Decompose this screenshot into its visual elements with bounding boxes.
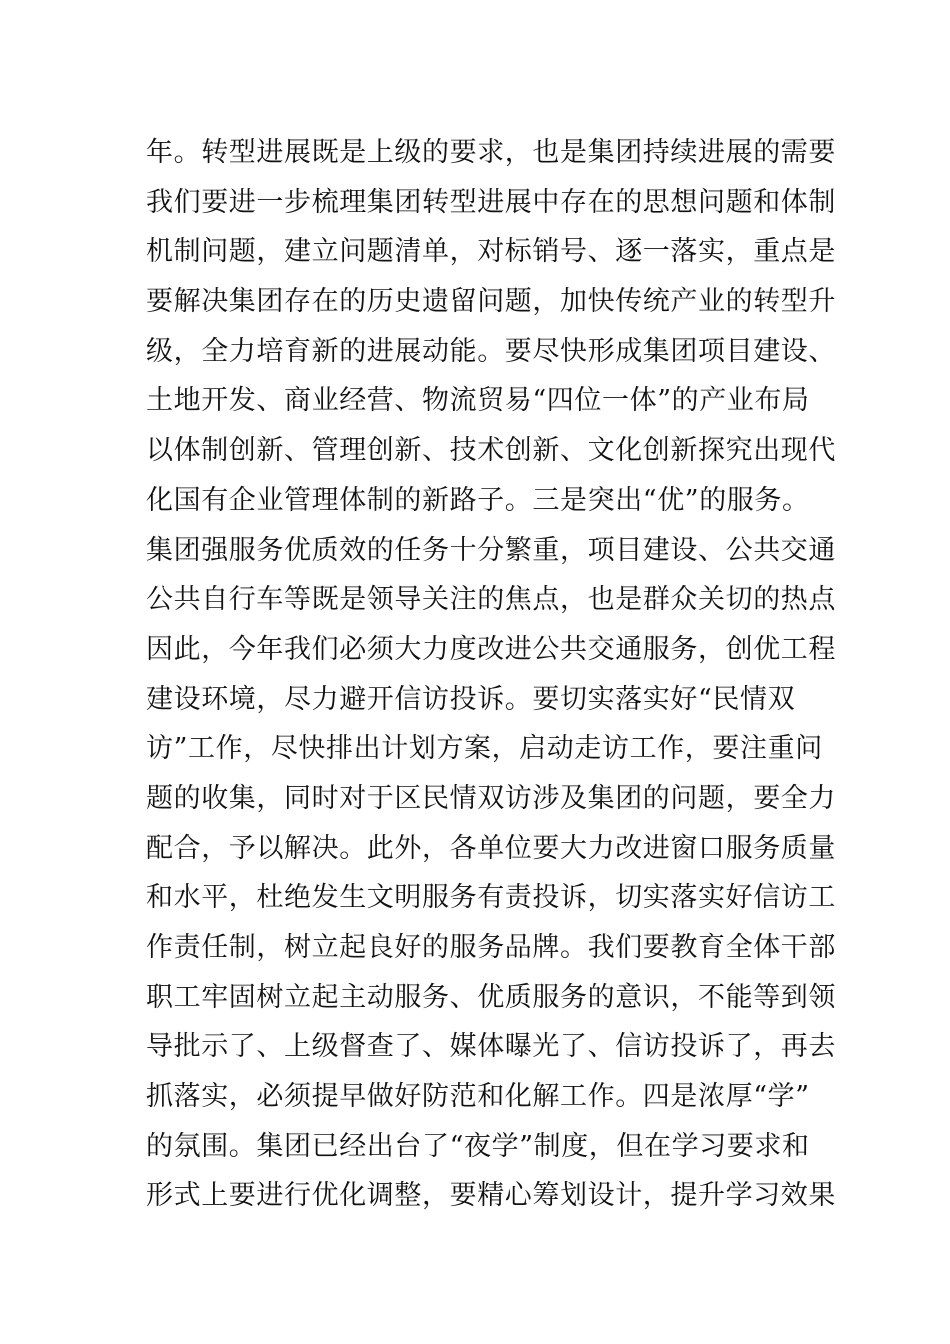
text-line: 化国有企业管理体制的新路子。三是突出“优”的服务。: [146, 484, 810, 516]
text-line: 导批示了、上级督查了、媒体曝光了、信访投诉了，再去: [146, 1031, 836, 1063]
text-line: 建设环境，尽力避开信访投诉。要切实落实好“民情双: [146, 683, 796, 715]
text-line: 以体制创新、管理创新、技术创新、文化创新探究出现代: [146, 435, 836, 467]
text-line: 公共自行车等既是领导关注的焦点，也是群众关切的热点: [146, 584, 836, 616]
text-line: 题的收集，同时对于区民情双访涉及集团的问题，要全力: [146, 782, 836, 814]
text-line: 配合，予以解决。此外，各单位要大力改进窗口服务质量: [146, 832, 836, 864]
text-line: 机制问题，建立问题清单，对标销号、逐一落实，重点是: [146, 236, 836, 268]
text-line: 形式上要进行优化调整，要精心筹划设计，提升学习效果: [146, 1180, 836, 1212]
text-line: 抓落实，必须提早做好防范和化解工作。四是浓厚“学”: [146, 1081, 810, 1113]
text-line: 作责任制，树立起良好的服务品牌。我们要教育全体干部: [146, 932, 836, 963]
text-line: 的氛围。集团已经出台了“夜学”制度，但在学习要求和: [146, 1130, 810, 1162]
text-line: 职工牢固树立起主动服务、优质服务的意识，不能等到领: [146, 981, 836, 1013]
text-line: 因此，今年我们必须大力度改进公共交通服务，创优工程: [146, 633, 836, 665]
text-line: 和水平，杜绝发生文明服务有责投诉，切实落实好信访工: [146, 882, 836, 914]
text-line: 土地开发、商业经营、物流贸易“四位一体”的产业布局: [146, 385, 810, 417]
text-line: 要解决集团存在的历史遗留问题，加快传统产业的转型升: [146, 286, 836, 318]
text-line: 年。转型进展既是上级的要求，也是集团持续进展的需要: [146, 137, 836, 168]
text-line: 我们要进一步梳理集团转型进展中存在的思想问题和体制: [146, 186, 836, 218]
text-line: 集团强服务优质效的任务十分繁重，项目建设、公共交通: [146, 534, 836, 566]
body-text: [146, 128, 836, 1221]
text-line: 级，全力培育新的进展动能。要尽快形成集团项目建设、: [146, 335, 836, 367]
text-line: 访”工作，尽快排出计划方案，启动走访工作，要注重问: [146, 733, 823, 765]
